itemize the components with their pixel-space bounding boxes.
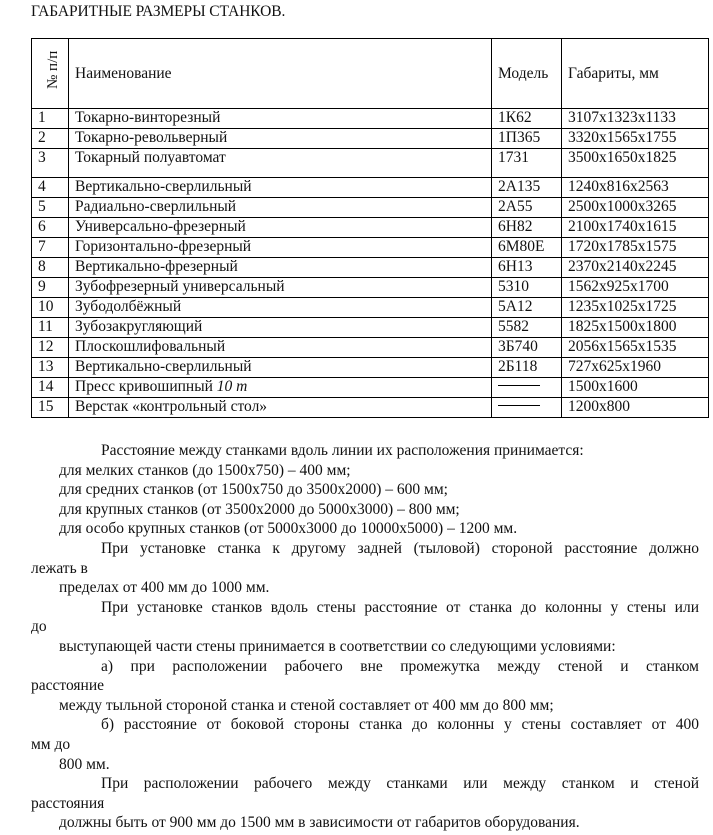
row-number: 7 [32, 238, 69, 258]
table-row [32, 338, 709, 358]
text-line: для мелких станков (до 1500x750) – 400 мм; [59, 461, 351, 479]
machine-name [69, 338, 492, 358]
machine-name [69, 198, 492, 218]
row-number: 9 [32, 278, 69, 298]
machine-name [69, 218, 492, 238]
text-line: расстояние [31, 677, 105, 695]
row-number: 4 [32, 178, 69, 198]
machine-dimensions: 1825x1500x1800 [562, 318, 709, 338]
text-line: между тыльной стороной станка и стеной составляет от 400 мм до 800 мм; [59, 696, 554, 714]
text-line: б) расстояние от боковой стороны станка до колонны у стены составляет от 400 [101, 716, 699, 734]
machine-name-text: Радиально-сверлильный [75, 198, 237, 215]
machine-name [69, 238, 492, 258]
machine-name-text: Вертикально-фрезерный [75, 258, 238, 275]
table-row [32, 358, 709, 378]
table-row [32, 298, 709, 318]
machine-dimensions: 1500x1600 [562, 378, 709, 398]
machine-dimensions: 2370x2140x2245 [562, 258, 709, 278]
text-line: пределах от 400 мм до 1000 мм. [59, 579, 270, 597]
machine-name-text: Зубодолбёжный [75, 298, 182, 315]
machine-name-text: Зубофрезерный универсальный [75, 278, 285, 295]
empty-dash [498, 385, 540, 386]
machine-model: 5582 [492, 318, 562, 338]
machine-name-text: Токарно-винторезный [75, 109, 221, 126]
text-line: При расположении рабочего между станками или между станком и стеной [101, 775, 699, 793]
machine-model: 6Н13 [492, 258, 562, 278]
machine-model [492, 378, 562, 398]
machine-dimensions: 3500x1650x1825 [562, 149, 709, 178]
text-line: 800 мм. [59, 755, 110, 773]
machine-model: 5А12 [492, 298, 562, 318]
machine-model: 2А55 [492, 198, 562, 218]
text-line: для крупных станков (от 3500x2000 до 5000x3000) – 800 мм; [59, 500, 460, 518]
row-number: 12 [32, 338, 69, 358]
header-number [32, 39, 69, 109]
table-row [32, 129, 709, 149]
text-line: а) при расположении рабочего вне промежутка между стеной и станком [101, 657, 699, 675]
table-row [32, 378, 709, 398]
row-number: 2 [32, 129, 69, 149]
machine-name [69, 398, 492, 418]
table-row [32, 218, 709, 238]
text-line: для средних станков (от 1500x750 до 3500x2000) – 600 мм; [59, 481, 448, 499]
machine-dimensions: 2100x1740x1615 [562, 218, 709, 238]
machine-model: 6М80Е [492, 238, 562, 258]
text-line: расстояния [31, 794, 105, 812]
text-line: Расстояние между станками вдоль линии их расположения принимается: [101, 442, 584, 459]
machine-name [69, 298, 492, 318]
table-row [32, 238, 709, 258]
text-line: для особо крупных станков (от 5000x3000 до 10000x5000) – 1200 мм. [59, 520, 518, 538]
machine-name [69, 149, 492, 178]
row-number: 1 [32, 109, 69, 129]
machine-model: 5310 [492, 278, 562, 298]
machine-name-text: Верстак «контрольный стол» [75, 398, 268, 415]
header-model: Модель [492, 39, 562, 109]
machine-dimensions: 2056x1565x1535 [562, 338, 709, 358]
machine-name [69, 358, 492, 378]
row-number: 11 [32, 318, 69, 338]
text-line: лежать в [31, 559, 88, 577]
machine-name [69, 109, 492, 129]
machine-name-text: Горизонтально-фрезерный [75, 238, 252, 255]
machine-name-text: Вертикально-сверлильный [75, 178, 252, 195]
text-line: выступающей части стены принимается в соответствии со следующими условиями: [59, 637, 616, 655]
machine-name-text: Токарный полуавтомат [75, 149, 226, 166]
table-header-row [32, 39, 709, 109]
machine-dimensions: 1200x800 [562, 398, 709, 418]
header-dimensions: Габариты, мм [562, 39, 709, 109]
machine-dimensions: 727x625x1960 [562, 358, 709, 378]
machine-name [69, 258, 492, 278]
machine-name [69, 178, 492, 198]
row-number: 6 [32, 218, 69, 238]
table-row [32, 178, 709, 198]
row-number: 5 [32, 198, 69, 218]
machine-capacity: 10 т [216, 378, 248, 395]
machine-name-text: Плоскошлифовальный [75, 338, 226, 355]
machine-dimensions: 1720x1785x1575 [562, 238, 709, 258]
machine-dimensions: 3107x1323x1133 [562, 109, 709, 129]
machine-name [69, 318, 492, 338]
machine-name-text: Вертикально-сверлильный [75, 358, 252, 375]
machine-name-text: Универсально-фрезерный [75, 218, 246, 235]
machine-name [69, 378, 492, 398]
table-row [32, 198, 709, 218]
table-row [32, 278, 709, 298]
row-number: 3 [32, 149, 69, 178]
machine-dimensions-table [31, 38, 709, 418]
machine-model: 3Б740 [492, 338, 562, 358]
empty-dash [498, 405, 540, 406]
body-text [31, 441, 699, 833]
machine-dimensions: 3320x1565x1755 [562, 129, 709, 149]
row-number: 10 [32, 298, 69, 318]
header-name: Наименование [69, 39, 492, 109]
machine-model: 1731 [492, 149, 562, 178]
machine-name-text: Токарно-револьверный [75, 129, 228, 146]
row-number: 14 [32, 378, 69, 398]
machine-name-text: Зубозакругляющий [75, 318, 203, 335]
row-number: 15 [32, 398, 69, 418]
header-number-label: № п/п [45, 50, 61, 89]
document-title: ГАБАРИТНЫЕ РАЗМЕРЫ СТАНКОВ. [31, 3, 286, 20]
text-line: При установке станка к другому задней (тыловой) стороной расстояние должно [101, 539, 699, 557]
machine-name [69, 278, 492, 298]
machine-model [492, 398, 562, 418]
machine-model: 2А135 [492, 178, 562, 198]
text-line: до [31, 618, 47, 636]
machine-name-text: Пресс кривошипный [75, 378, 213, 395]
table-row [32, 318, 709, 338]
text-line: мм до [31, 735, 71, 753]
machine-dimensions: 1240x816x2563 [562, 178, 709, 198]
machine-dimensions: 1562x925x1700 [562, 278, 709, 298]
machine-name [69, 129, 492, 149]
text-line: должны быть от 900 мм до 1500 мм в зависимости от габаритов оборудования. [59, 814, 580, 832]
table-row [32, 398, 709, 418]
machine-model: 2Б118 [492, 358, 562, 378]
row-number: 13 [32, 358, 69, 378]
text-line: При установке станков вдоль стены расстояние от станка до колонны у стены или [101, 598, 699, 616]
machine-model: 1К62 [492, 109, 562, 129]
table-row [32, 149, 709, 178]
machine-dimensions: 1235x1025x1725 [562, 298, 709, 318]
machine-dimensions: 2500x1000x3265 [562, 198, 709, 218]
table-row [32, 109, 709, 129]
row-number: 8 [32, 258, 69, 278]
table-row [32, 258, 709, 278]
machine-model: 1П365 [492, 129, 562, 149]
machine-model: 6Н82 [492, 218, 562, 238]
